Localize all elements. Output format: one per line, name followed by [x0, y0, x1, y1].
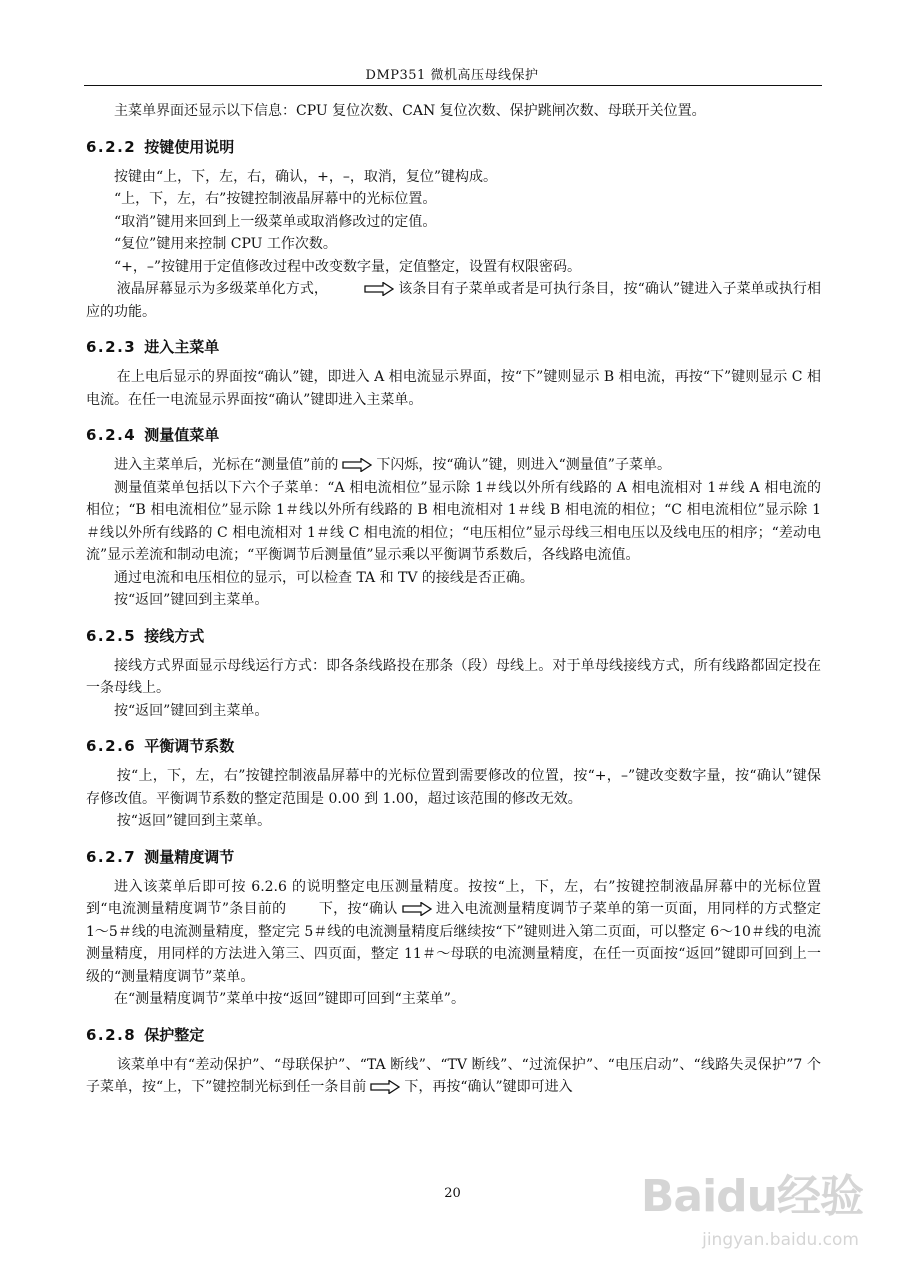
- section-title: 保护整定: [144, 1025, 205, 1044]
- paragraph: “复位”键用来控制 CPU 工作次数。: [114, 236, 337, 252]
- paragraph: 在上电后显示的界面按“确认”键，即进入 A 相电流显示界面，按“下”键则显示 B 相电流，再按“下”键则显示 C 相电流。在任一电流显示界面按“确认”键即进入主菜单。: [86, 369, 821, 408]
- paragraph: “+，–”按键用于定值修改过程中改变数字量，定值整定，设置有权限密码。: [114, 258, 582, 275]
- double-right-arrow-icon: [370, 1080, 400, 1094]
- section-heading-6-2-4: [86, 425, 821, 445]
- watermark-brand: Baidu经验: [640, 1171, 863, 1222]
- section-heading-6-2-6: [86, 736, 821, 756]
- paragraph: 按“返回”键回到主菜单。: [116, 813, 272, 829]
- text-run: 进入该菜单后即可按 6.2.6 的说明整定电压测量精度。按按“上，下，左，右”按键控制液晶屏幕中的光标位置到“电流测量精度调节”条目前的: [86, 878, 821, 917]
- page-header: DMP351 微机高压母线保护: [365, 68, 539, 83]
- paragraph: 按“返回”键回到主菜单。: [114, 592, 269, 608]
- watermark-url: jingyan.baidu.com: [702, 1230, 859, 1250]
- text-run: 液晶屏幕显示为多级菜单化方式，: [116, 281, 328, 297]
- paragraph: 通过电流和电压相位的显示，可以检查 TA 和 TV 的接线是否正确。: [114, 569, 534, 586]
- double-right-arrow-icon: [364, 282, 394, 296]
- section-heading-6-2-5: [86, 626, 821, 646]
- text-run: 下，按“确认: [318, 901, 398, 917]
- intro-paragraph: 主菜单界面还显示以下信息：CPU 复位次数、CAN 复位次数、保护跳闸次数、母联开关位置。: [114, 103, 706, 119]
- section-heading-6-2-3: [86, 337, 821, 357]
- text-run: 该菜单中有“差动保护”、“母联保护”、“TA 断线”、“TV 断线”、“过流保护”、“电压启动”、“线路失灵保护”7 个子菜单，按“上，下”键控制光标到任一条目前: [86, 1056, 821, 1095]
- paragraph: [86, 454, 821, 477]
- section-number: 6.2.6: [86, 737, 137, 755]
- section-title: 测量精度调节: [144, 847, 235, 866]
- section-title: 测量值菜单: [144, 426, 220, 444]
- paragraph: 接线方式界面显示母线运行方式：即各条线路投在那条（段）母线上。对于单母线接线方式，所有线路都固定投在一条母线上。: [86, 657, 821, 696]
- paragraph: [86, 1054, 821, 1099]
- section-title: 按键使用说明: [144, 137, 235, 156]
- paragraph: 测量值菜单包括以下六个子菜单：“A 相电流相位”显示除 1＃线以外所有线路的 A 相电流相对 1＃线 A 相电流的相位；“B 相电流相位”显示除 1＃线以外所有线路的 B 相电流相对 1＃线 B 相电流的相位；“C 相电流相位”显示除 1＃线以外所有线路的 C 相电流相对 1＃线 C 相电流的相位；“电压相位”显示母线三相电压以及线电压的相序；“差动电流”显示差流和制动电流；“平衡调节后测量值”显示乘以平衡调节系数后，各线路电流值。: [86, 479, 821, 563]
- text-run: 进入主菜单后，光标在“测量值”前的: [114, 457, 339, 473]
- text-run: 下闪烁，按“确认”键，则进入“测量值”子菜单。: [376, 457, 671, 473]
- text-run: 该条目有子菜单或者是可执行条目，按“确认”键进入子菜单或执行相应的功能。: [86, 281, 821, 320]
- document-body: [86, 100, 821, 1099]
- section-number: 6.2.8: [86, 1025, 137, 1044]
- paragraph: 按“上，下，左，右”按键控制液晶屏幕中的光标位置到需要修改的位置，按“+，–”键改变数字量，按“确认”键保存修改值。平衡调节系数的整定范围是 0.00 到 1.00，超过该范围的修改无效。: [86, 768, 821, 807]
- section-heading-6-2-7: [86, 847, 821, 867]
- section-number: 6.2.3: [86, 338, 137, 356]
- section-number: 6.2.5: [86, 626, 137, 645]
- page-number: 20: [444, 1186, 461, 1201]
- section-number: 6.2.4: [86, 426, 137, 444]
- paragraph: “取消”键用来回到上一级菜单或取消修改过的定值。: [114, 213, 437, 230]
- section-heading-6-2-2: [86, 137, 821, 157]
- section-title: 平衡调节系数: [144, 737, 235, 755]
- paragraph: [86, 278, 821, 323]
- double-right-arrow-icon: [402, 902, 432, 916]
- section-number: 6.2.2: [86, 137, 137, 156]
- text-run: 进入电流测量精度调节子菜单的第一页面，用同样的方式整定 1～5＃线的电流测量精度，整定完 5＃线的电流测量精度后继续按“下”键则进入第二页面，可以整定 6～10＃线的电流测量精度，用同样的方法进入第三、四页面，整定 11＃～母联的电流测量精度，在任一页面按“返回”键即可回到上一级的“测量精度调节”菜单。: [86, 901, 821, 985]
- section-heading-6-2-8: [86, 1025, 821, 1045]
- double-right-arrow-icon: [342, 458, 372, 472]
- paragraph: [86, 876, 821, 989]
- section-title: 进入主菜单: [144, 338, 220, 356]
- baidu-watermark: [633, 1160, 863, 1270]
- paragraph: 按键由“上，下，左，右，确认，+，–，取消，复位”键构成。: [114, 168, 498, 185]
- paragraph: 按“返回”键回到主菜单。: [114, 702, 269, 719]
- section-title: 接线方式: [144, 626, 205, 645]
- paragraph: 在“测量精度调节”菜单中按“返回”键即可回到“主菜单”。: [114, 991, 465, 1007]
- section-number: 6.2.7: [86, 847, 137, 866]
- paragraph: “上，下，左，右”按键控制液晶屏幕中的光标位置。: [114, 191, 437, 207]
- text-run: 下，再按“确认”键即可进入: [404, 1079, 573, 1095]
- header-divider: [84, 85, 822, 86]
